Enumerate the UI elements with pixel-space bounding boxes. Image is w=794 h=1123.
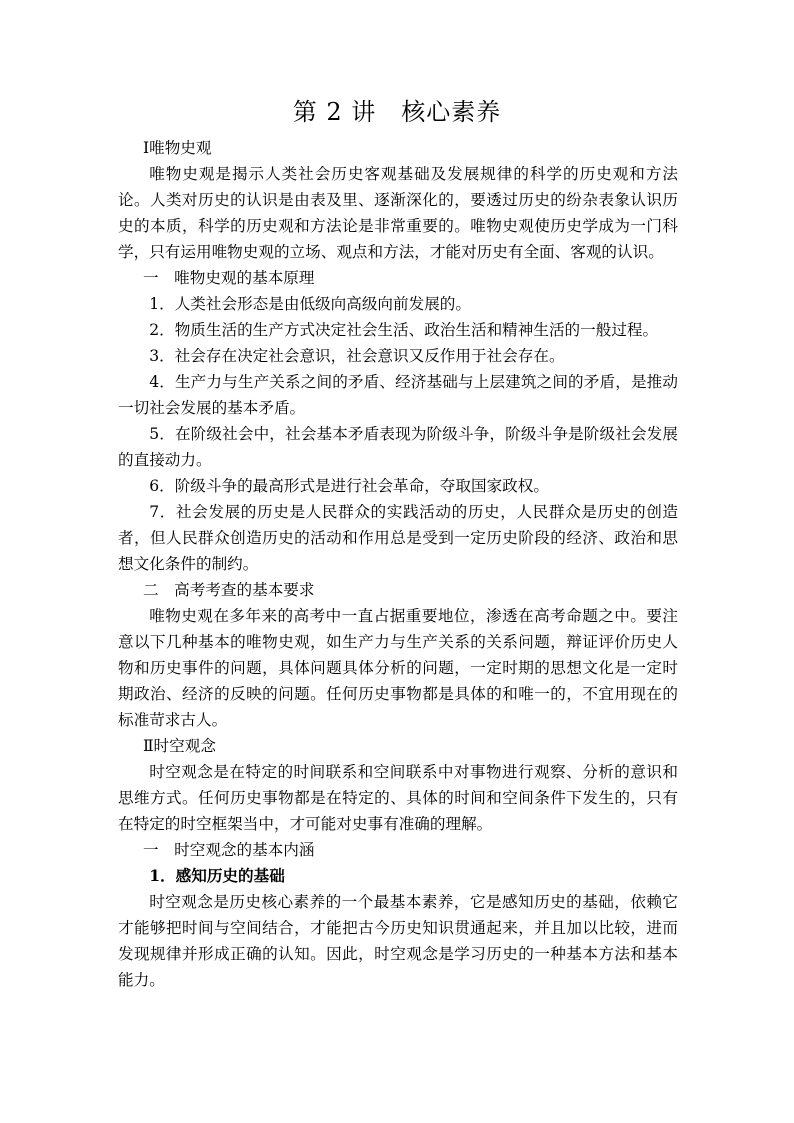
paragraph: 唯物史观在多年来的高考中一直占据重要地位，渗透在高考命题之中。要注意以下几种基本的唯物史观，如生产力与生产关系的关系问题，辩证评价历史人物和历史事件的问题，具体问题具体分析的问题，一定时期的思想文化是一定时期政治、经济的反映的问题。任何历史事物都是具体的和唯一的，不宜用现在的标准苛求古人。 (118, 607, 678, 729)
bold-list-item: 1．感知历史的基础 (149, 866, 285, 885)
list-item: 6．阶级斗争的最高形式是进行社会革命，夺取国家政权。 (149, 477, 549, 495)
list-item: 1．人类社会形态是由低级向高级向前发展的。 (149, 295, 471, 313)
paragraph: 时空观念是历史核心素养的一个最基本素养，它是感知历史的基础，依赖它才能够把时间与空间结合，才能把古今历史知识贯通起来，并且加以比较，进而发现规律并形成正确的认知。因此，时空观念是学习历史的一种基本方法和基本能力。 (118, 893, 678, 989)
subheading-3: 一 时空观念的基本内涵 (142, 841, 315, 859)
subheading-2: 二 高考考查的基本要求 (142, 581, 315, 599)
subheading-1: 一 唯物史观的基本原理 (142, 269, 315, 287)
section-heading-2: Ⅱ时空观念 (142, 737, 216, 755)
list-item: 7．社会发展的历史是人民群众的实践活动的历史，人民群众是历史的创造者，但人民群众创造历史的活动和作用总是受到一定历史阶段的经济、政治和思想文化条件的制约。 (118, 503, 678, 573)
list-item: 2．物质生活的生产方式决定社会生活、政治生活和精神生活的一般过程。 (149, 321, 659, 339)
document-title: 第 2 讲 核心素养 (292, 98, 502, 126)
list-item: 5．在阶级社会中，社会基本矛盾表现为阶级斗争，阶级斗争是阶级社会发展的直接动力。 (118, 425, 678, 469)
section-heading-1: Ⅰ唯物史观 (142, 139, 212, 157)
list-item: 4．生产力与生产关系之间的矛盾、经济基础与上层建筑之间的矛盾，是推动一切社会发展的基本矛盾。 (118, 373, 678, 417)
paragraph: 时空观念是在特定的时间联系和空间联系中对事物进行观察、分析的意识和思维方式。任何历史事物都是在特定的、具体的时间和空间条件下发生的，只有在特定的时空框架当中，才可能对史事有准确的理解。 (118, 763, 678, 833)
list-item: 3．社会存在决定社会意识，社会意识又反作用于社会存在。 (149, 347, 565, 365)
document-body (118, 135, 678, 993)
paragraph: 唯物史观是揭示人类社会历史客观基础及发展规律的科学的历史观和方法论。人类对历史的认识是由表及里、逐渐深化的，要透过历史的纷杂表象认识历史的本质，科学的历史观和方法论是非常重要的。唯物史观使历史学成为一门科学，只有运用唯物史观的立场、观点和方法，才能对历史有全面、客观的认识。 (118, 165, 678, 261)
